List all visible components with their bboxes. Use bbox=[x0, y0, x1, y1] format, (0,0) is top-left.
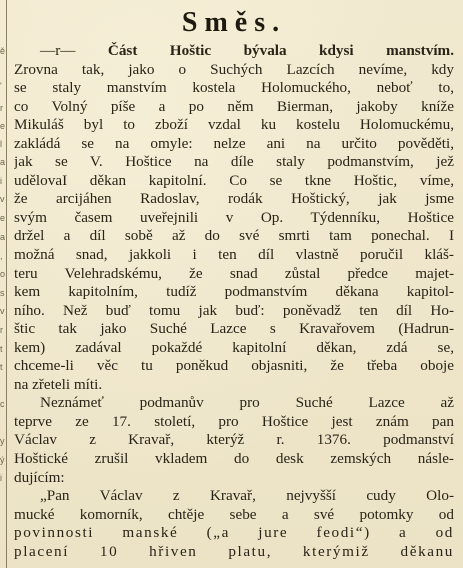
margin-fragment: ý bbox=[0, 455, 5, 465]
text-line: svým časem uveřejnili v Op. Týdenníku, Hoštice bbox=[14, 208, 454, 226]
text-line: že arcijáhen Radoslav, rodák Hoštický, jak jsme bbox=[14, 190, 454, 208]
text-line: Zrovna tak, jako o Suchých Lazcích nevíme, kdy bbox=[14, 60, 454, 78]
column-rule bbox=[6, 0, 7, 568]
margin-fragment: e bbox=[0, 121, 6, 131]
margin-fragment: r bbox=[0, 103, 3, 113]
margin-fragment: l bbox=[0, 139, 2, 149]
text-line: kem kapitolním, tudíž podmanstvím děkana kapitol- bbox=[14, 283, 454, 301]
text-line: jak se V. Hoštice na díle staly podmanstvím, jež bbox=[14, 153, 454, 171]
margin-fragment: o bbox=[0, 269, 6, 279]
text-line: kem) zadával pokaždé kapitolní děkan, zdá se, bbox=[14, 338, 454, 356]
margin-fragment: ' bbox=[0, 81, 2, 91]
margin-fragment: e bbox=[0, 213, 6, 223]
text-line: Hoštické zrušil vkladem do desk zemských násle- bbox=[14, 450, 454, 468]
margin-fragment: a bbox=[0, 157, 6, 167]
text-line: možná snad, jakkoli i ten díl vlastně poručil kláš- bbox=[14, 246, 454, 264]
margin-fragment: t bbox=[0, 362, 3, 372]
article-title: Část Hoštic bývala kdysi manstvím. bbox=[107, 42, 454, 59]
text-line: „Pan Václav z Kravař, nejvyšší cudy Olo- bbox=[40, 487, 454, 505]
text-line: mucké komorník, chtěje sebe a své potomky od bbox=[14, 505, 454, 523]
text-line: Neznámeť podmanův pro Suché Lazce až bbox=[40, 394, 454, 412]
margin-fragment: , bbox=[0, 251, 3, 261]
margin-fragment: a bbox=[0, 232, 6, 242]
article-byline: —r— bbox=[40, 42, 76, 59]
margin-fragment: t bbox=[0, 344, 3, 354]
text-line: na zřeteli míti. bbox=[14, 375, 103, 393]
text-line: placení 10 hřiven platu, kterýmiž děkanu bbox=[14, 542, 454, 560]
article-body bbox=[14, 42, 454, 561]
text-line: povinnosti manské („a jure feodi“) a od bbox=[14, 524, 454, 542]
text-line: se staly manstvím kostela Holomuckého, neboť to, bbox=[14, 79, 454, 97]
section-heading: Směs. bbox=[181, 7, 287, 38]
margin-fragment: i bbox=[0, 176, 2, 186]
text-line: zakládá se na omyle: nelze ani na určito pověděti, bbox=[14, 134, 454, 152]
text-line: držel a díl sobě až do své smrti tam ponechal. I bbox=[14, 227, 454, 245]
margin-fragment: c bbox=[0, 399, 5, 409]
margin-fragment: s bbox=[0, 288, 5, 298]
text-line: dujícím: bbox=[14, 468, 65, 486]
margin-fragment: v bbox=[0, 306, 5, 316]
text-line: štic tak jako Suché Lazce s Kravařovem (Hadrun- bbox=[14, 320, 454, 338]
article-title-line bbox=[14, 42, 454, 61]
margin-fragment: r bbox=[0, 325, 3, 335]
margin-fragment: ě bbox=[0, 46, 6, 56]
text-line: udělovaI děkan kapitolní. Co se tkne Hoštic, víme, bbox=[14, 171, 454, 189]
text-line: chceme-li věc tu poněkud objasniti, že třeba oboje bbox=[14, 357, 454, 375]
text-line: co Volný píše a po něm Bierman, jakoby kníže bbox=[14, 97, 454, 115]
text-line: teprve ze 17. století, pro Hoštice jest znám pan bbox=[14, 412, 454, 430]
text-line: Mikuláš byl to zboží vzdal ku kostelu Holomuckému, bbox=[14, 116, 454, 134]
margin-fragment: v bbox=[0, 194, 5, 204]
text-line: Václav z Kravař, kterýž r. 1376. podmanství bbox=[14, 431, 454, 449]
margin-fragment: i bbox=[0, 473, 2, 483]
text-line: ního. Než buď tomu jak buď: poněvadž ten díl Ho- bbox=[14, 301, 454, 319]
margin-fragment: y bbox=[0, 436, 5, 446]
article-column bbox=[14, 6, 454, 561]
text-line: teru Velehradskému, že snad zůstal předce majet- bbox=[14, 264, 454, 282]
